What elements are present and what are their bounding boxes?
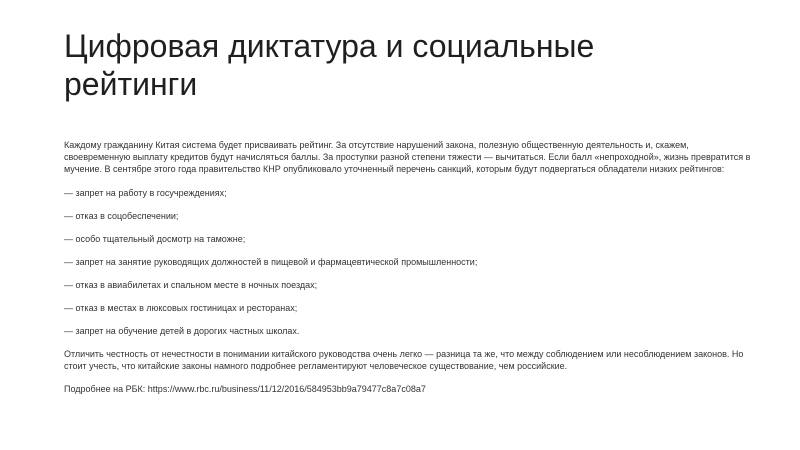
list-item: — запрет на обучение детей в дорогих частных школах. — [64, 326, 300, 336]
list-item: — особо тщательный досмотр на таможне; — [64, 234, 246, 244]
source-link-text: Подробнее на РБК: https://www.rbc.ru/business/11/12/2016/584953bb9a79477c8a7c08a7 — [64, 384, 426, 394]
outro-paragraph: Отличить честность от нечестности в понимании китайского руководства очень легко — разница та же, что между соблюдением или несоблюдением законов. Но стоит учесть, что китайские законы намного подробнее регламентируют человеческое существование, чем российские. — [64, 349, 744, 371]
intro-paragraph: Каждому гражданину Китая система будет присваивать рейтинг. За отсутствие нарушений закона, полезную общественную деятельность и, скажем, своевременную выплату кредитов будут начисляться баллы. За проступки разной степени тяжести — вычитаться. Если балл «непроходной», жизнь превратится в мучение. В сентябре этого года правительство КНР опубликовало уточненный перечень санкций, которым будут подвергаться обладатели низких рейтингов: — [64, 140, 751, 174]
list-item: — отказ в авиабилетах и спальном месте в ночных поездах; — [64, 280, 318, 290]
slide-title: Цифровая диктатура и социальные рейтинги — [64, 28, 595, 102]
list-item: — отказ в местах в люксовых гостиницах и ресторанах; — [64, 303, 298, 313]
list-item: — запрет на работу в госучреждениях; — [64, 188, 227, 198]
list-item: — отказ в соцобеспечении; — [64, 211, 179, 221]
list-item: — запрет на занятие руководящих должностей в пищевой и фармацевтической промышленности; — [64, 257, 478, 267]
slide-body — [64, 139, 754, 395]
